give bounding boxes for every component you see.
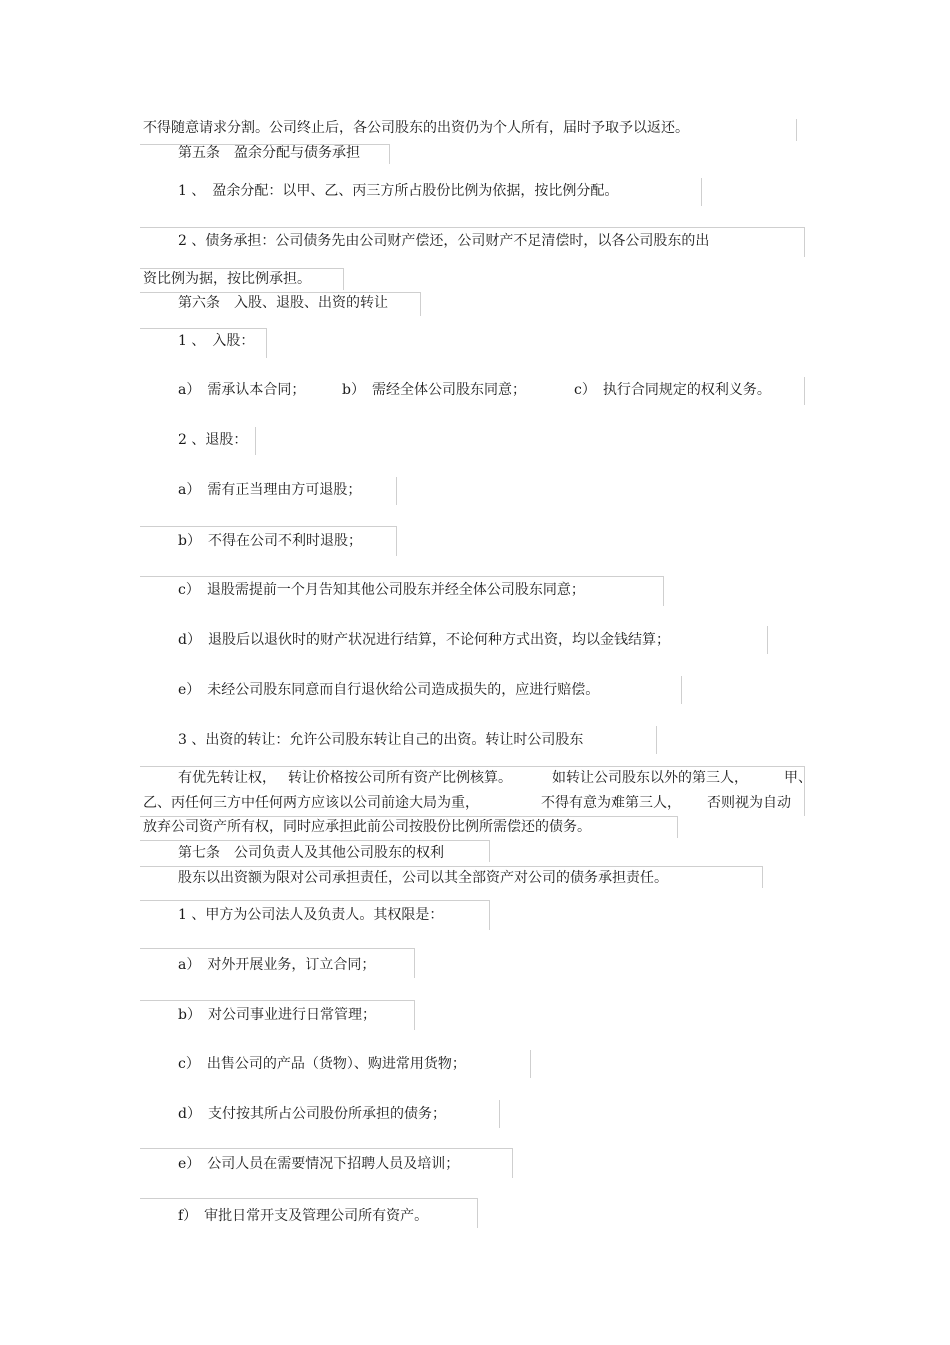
clause-row <box>143 794 791 812</box>
text-fragment: 乙、丙任何三方中任何两方应该以公司前途大局为重， <box>143 795 479 811</box>
text-fragment: 甲、 <box>784 770 812 786</box>
sub-item: b） 需经全体公司股东同意； <box>342 382 526 398</box>
clause-text: 不得随意请求分割。公司终止后，各公司股东的出资仍为个人所有，届时予取予以返还。 <box>143 120 689 136</box>
sub-item: c） 出售公司的产品（货物）、购进常用货物； <box>178 1056 466 1072</box>
clause-item: 2 、债务承担：公司债务先由公司财产偿还，公司财产不足清偿时，以各公司股东的出 <box>178 233 710 249</box>
sub-item: d） 支付按其所占公司股份所承担的债务； <box>178 1106 446 1122</box>
clause-item: 3 、出资的转让：允许公司股东转让自己的出资。转让时公司股东 <box>178 732 584 748</box>
text-fragment: 否则视为自动 <box>707 795 791 811</box>
text-fragment: 转让价格按公司所有资产比例核算。 <box>288 770 512 786</box>
sub-item: a） 对外开展业务，订立合同； <box>178 957 376 973</box>
sub-item: d） 退股后以退伙时的财产状况进行结算，不论何种方式出资，均以金钱结算； <box>178 632 670 648</box>
clause-text: 放弃公司资产所有权，同时应承担此前公司按股份比例所需偿还的债务。 <box>143 819 591 835</box>
sub-item: c） 执行合同规定的权利义务。 <box>574 382 771 398</box>
article-heading: 第七条 公司负责人及其他公司股东的权利 <box>178 845 444 861</box>
text-fragment: 有优先转让权， <box>178 770 276 786</box>
clause-text: 股东以出资额为限对公司承担责任，公司以其全部资产对公司的债务承担责任。 <box>178 870 668 886</box>
sub-item: b） 对公司事业进行日常管理； <box>178 1007 376 1023</box>
clause-item: 1 、 盈余分配：以甲、乙、丙三方所占股份比例为依据，按比例分配。 <box>178 183 619 199</box>
text-fragment: 如转让公司股东以外的第三人， <box>552 770 748 786</box>
clause-item: 2 、退股： <box>178 432 248 448</box>
clause-text: 资比例为据，按比例承担。 <box>143 271 311 287</box>
sub-item: a） 需承认本合同； <box>178 382 306 398</box>
article-heading: 第五条 盈余分配与债务承担 <box>178 145 360 161</box>
sub-item: b） 不得在公司不利时退股； <box>178 533 362 549</box>
clause-item: 1 、甲方为公司法人及负责人。其权限是： <box>178 907 444 923</box>
text-fragment: 不得有意为难第三人， <box>541 795 681 811</box>
article-heading: 第六条 入股、退股、出资的转让 <box>178 295 388 311</box>
clause-item: 1 、 入股： <box>178 333 255 349</box>
clause-row <box>178 381 771 399</box>
sub-item: e） 未经公司股东同意而自行退伙给公司造成损失的，应进行赔偿。 <box>178 682 600 698</box>
sub-item: f） 审批日常开支及管理公司所有资产。 <box>178 1208 429 1224</box>
sub-item: e） 公司人员在需要情况下招聘人员及培训； <box>178 1156 460 1172</box>
sub-item: c） 退股需提前一个月告知其他公司股东并经全体公司股东同意； <box>178 582 585 598</box>
clause-row <box>178 769 812 787</box>
sub-item: a） 需有正当理由方可退股； <box>178 482 362 498</box>
